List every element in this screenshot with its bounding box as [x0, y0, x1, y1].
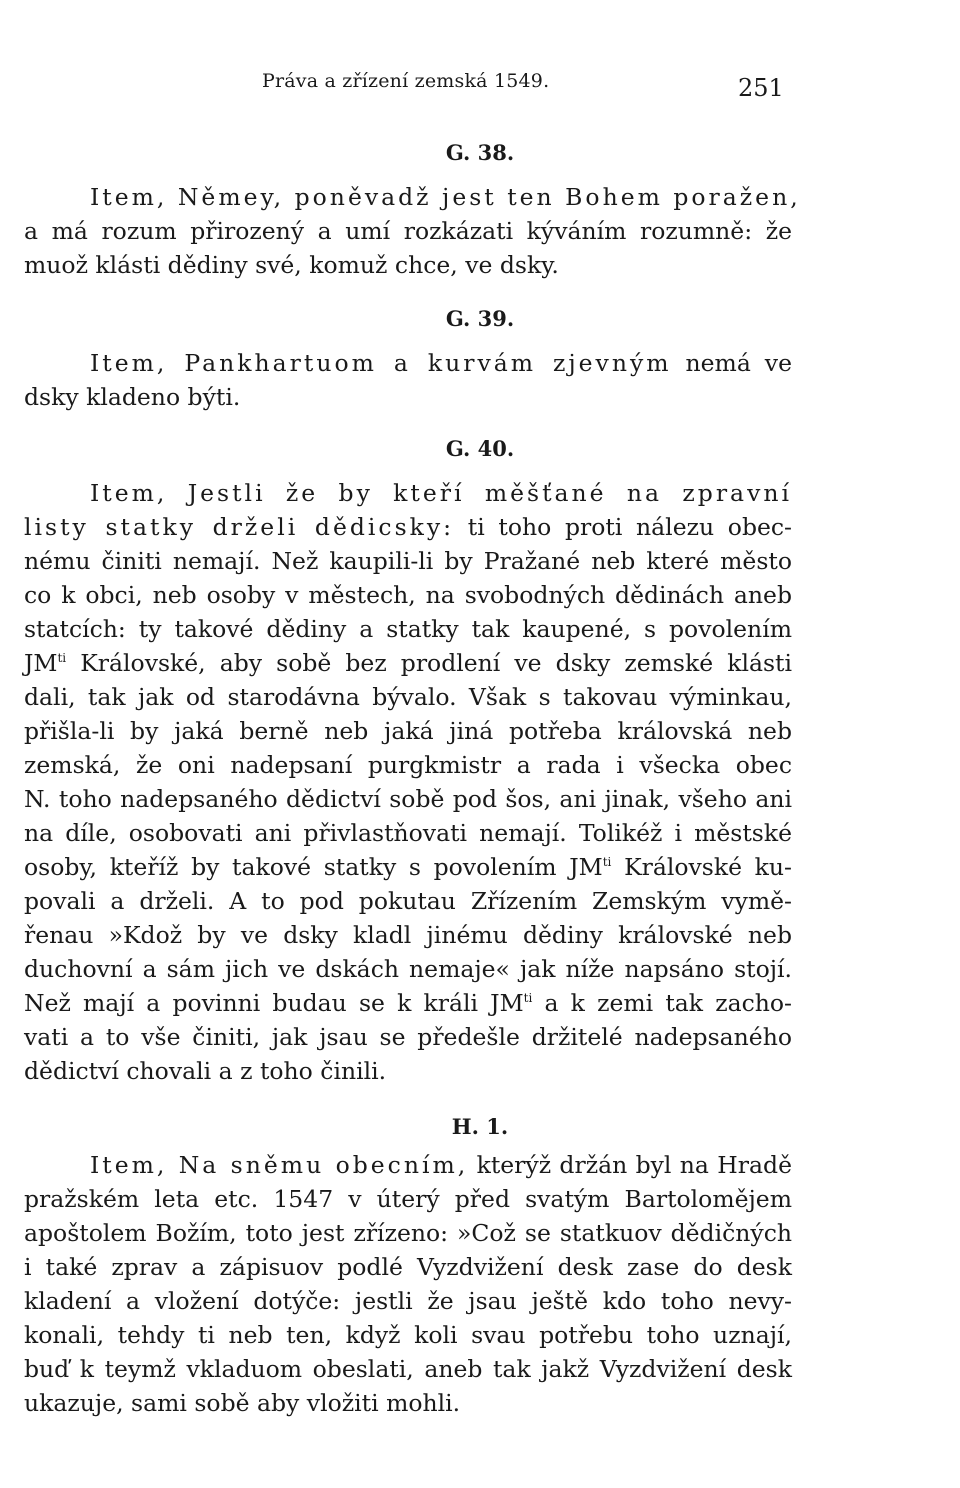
text-line: [24, 510, 792, 544]
text-line: [90, 1148, 792, 1182]
spaced-text: listy statky drželi dědicsky:: [24, 513, 455, 541]
spaced-text: Item, Na sněmu obecním,: [90, 1151, 469, 1179]
section-heading-g39: G. 39.: [445, 306, 515, 331]
section-heading-h1: H. 1.: [451, 1114, 509, 1139]
text-line: [24, 986, 792, 1020]
text-line: dědictví chovali a z toho činili.: [24, 1057, 387, 1085]
line-text: JM: [24, 649, 58, 677]
text-line: statcích: ty takové dědiny a statky tak kaupené, s povolením: [24, 615, 792, 643]
text-line: [90, 180, 801, 214]
line-text: Než mají a povinni budau se k králi JM: [24, 989, 524, 1017]
text-line: přišla-li by jaká berně neb jaká jiná potřeba královská neb: [24, 717, 792, 745]
text-line: konali, tehdy ti neb ten, když koli svau potřebu toho uznají,: [24, 1321, 792, 1349]
superscript: ti: [523, 991, 533, 1006]
spaced-text: Item, Pankhartuom a kurvám zjevným: [90, 349, 672, 377]
text-line: na díle, osobovati ani přivlastňovati nemají. Tolikéž i městské: [24, 819, 792, 847]
spaced-text: Item, Němey, poněvadž jest ten Bohem poražen,: [90, 183, 801, 211]
text-line: [90, 346, 792, 380]
text-line: povali a drželi. A to pod pokutau Zřízením Zemským vymě-: [24, 887, 792, 915]
section-heading-g40: G. 40.: [445, 436, 515, 461]
spaced-text: Item, Jestli že by kteří měšťané na zpravní: [90, 479, 792, 507]
running-title: Práva a zřízení zemská 1549.: [262, 70, 550, 92]
page-number: 251: [738, 74, 784, 102]
text-line: zemská, že oni nadepsaní purgkmistr a rada i všecka obec: [24, 751, 792, 779]
text-line: [90, 476, 792, 510]
text-line: dsky kladeno býti.: [24, 383, 241, 411]
text-line: a má rozum přirozený a umí rozkázati kýváním rozumně: že: [24, 217, 792, 245]
line-text: Královské, aby sobě bez prodlení ve dsky zemské klásti: [66, 649, 792, 677]
text-line: nému činiti nemají. Než kaupili-li by Pražané neb které město: [24, 547, 792, 575]
text-line: [24, 850, 792, 884]
line-text: a k zemi tak zacho-: [532, 989, 792, 1017]
text-line: co k obci, neb osoby v městech, na svobodných dědinách aneb: [24, 581, 792, 609]
text-line: [24, 646, 792, 680]
text-line: duchovní a sám jich ve dskách nemaje« jak níže napsáno stojí.: [24, 955, 792, 983]
line-text: osoby, kteříž by takové statky s povolením JM: [24, 853, 603, 881]
text-line: N. toho nadepsaného dědictví sobě pod šos, ani jinak, všeho ani: [24, 785, 792, 813]
text-line: muož klásti dědiny své, komuž chce, ve dsky.: [24, 251, 559, 279]
text-line: buď k teymž vkladuom obeslati, aneb tak jakž Vyzdvižení desk: [24, 1355, 792, 1383]
superscript: ti: [602, 855, 612, 870]
text-line: pražském leta etc. 1547 v úterý před svatým Bartolomějem: [24, 1185, 792, 1213]
line-text: Královské ku-: [611, 853, 792, 881]
line-text: kterýž držán byl na Hradě: [468, 1151, 792, 1179]
text-line: kladení a vložení dotýče: jestli že jsau ještě kdo toho nevy-: [24, 1287, 792, 1315]
text-line: apoštolem Božím, toto jest zřízeno: »Což se statkuov dědičných: [24, 1219, 792, 1247]
line-text: nemá ve: [671, 349, 792, 377]
superscript: ti: [57, 651, 67, 666]
line-text: ti toho proti nálezu obec-: [454, 513, 792, 541]
text-line: dali, tak jak od starodávna bývalo. Však s takovau výminkau,: [24, 683, 792, 711]
text-line: i také zprav a zápisuov podlé Vyzdvižení desk zase do desk: [24, 1253, 792, 1281]
section-heading-g38: G. 38.: [445, 140, 515, 165]
text-line: vati a to vše činiti, jak jsau se předešle držitelé nadepsaného: [24, 1023, 792, 1051]
text-line: řenau »Kdož by ve dsky kladl jinému dědiny královské neb: [24, 921, 792, 949]
text-line: ukazuje, sami sobě aby vložiti mohli.: [24, 1389, 461, 1417]
